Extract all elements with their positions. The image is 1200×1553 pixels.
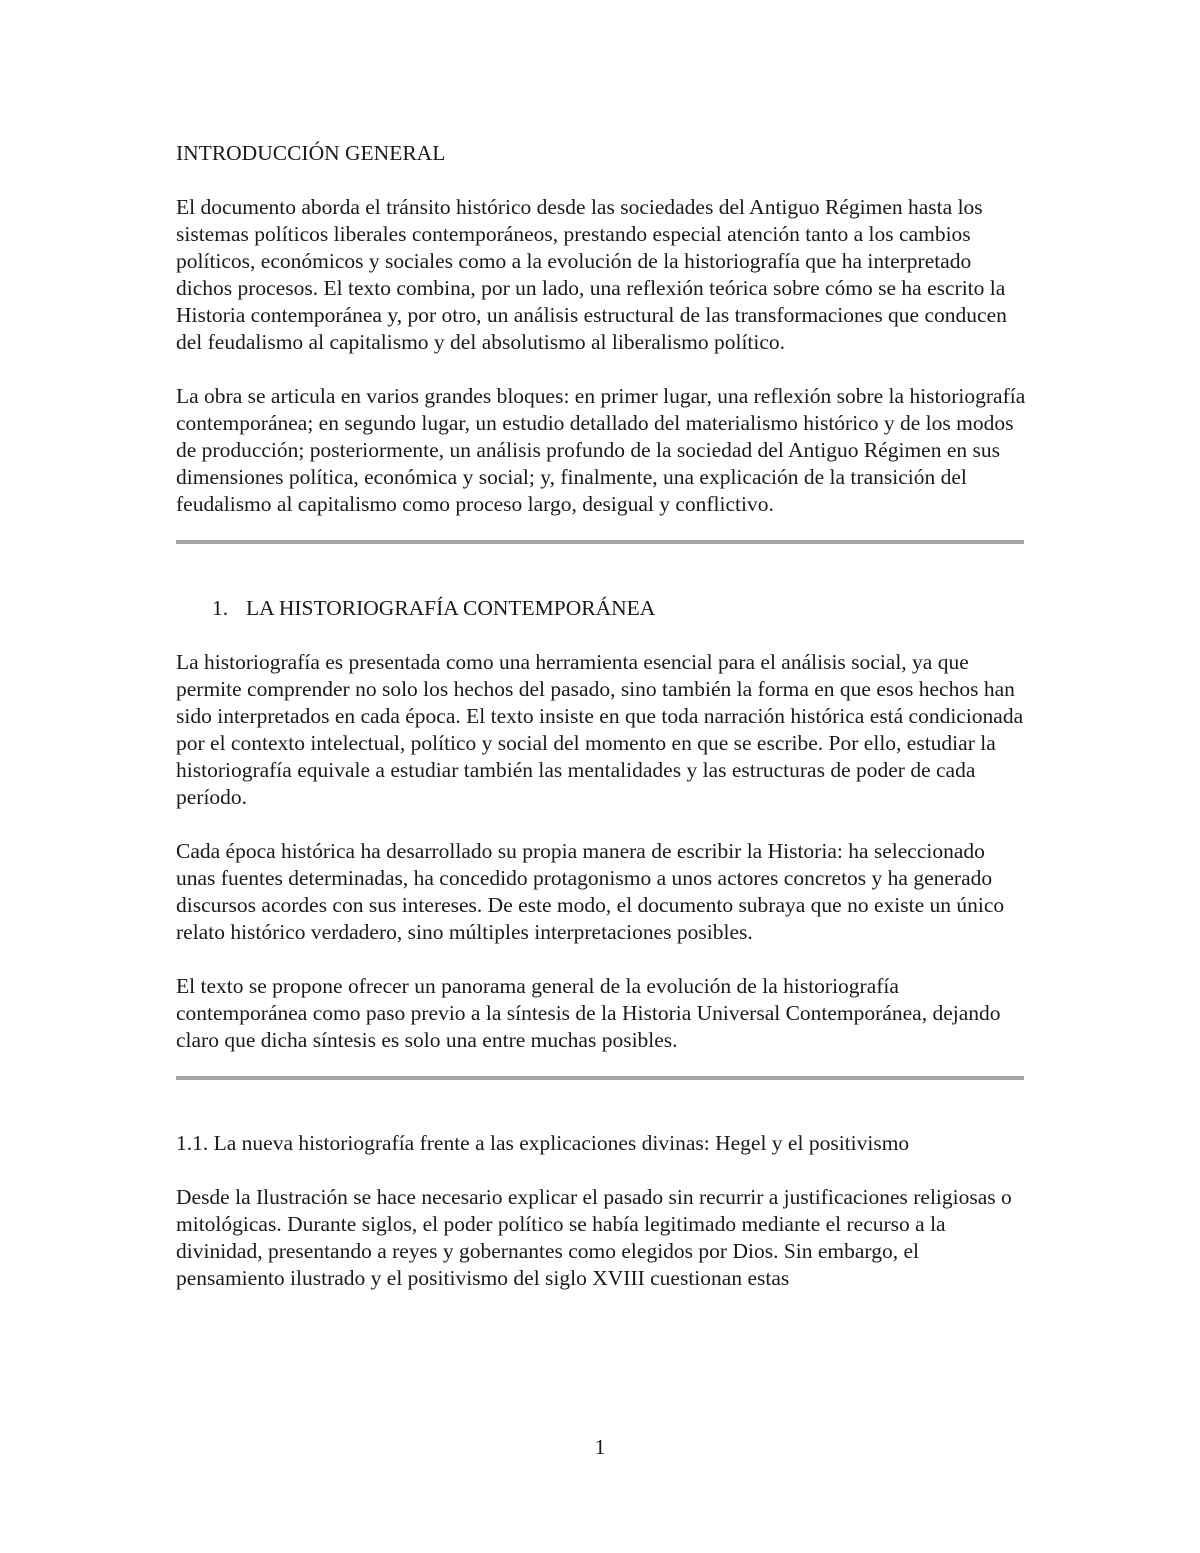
section-1-paragraph-2: Cada época histórica ha desarrollado su propia manera de escribir la Historia: ha seleccionado unas fuentes determinadas, ha concedido protagonismo a unos actores concretos y ha generado discursos acordes con sus intereses. De este modo, el documento subraya que no existe un único relato histórico verdadero, sino múltiples interpretaciones posibles.: [176, 839, 1005, 944]
section-1-title: LA HISTORIOGRAFÍA CONTEMPORÁNEA: [246, 596, 656, 620]
section-1-1-paragraph: Desde la Ilustración se hace necesario explicar el pasado sin recurrir a justificaciones religiosas o mitológicas. Durante siglos, el poder político se había legitimado mediante el recurso a la divinidad, presentando a reyes y gobernantes como elegidos por Dios. Sin embargo, el pensamiento ilustrado y el positivismo del siglo XVIII cuestionan estas: [176, 1185, 1012, 1290]
intro-paragraph-2: La obra se articula en varios grandes bloques: en primer lugar, una reflexión sobre la historiografía contemporánea; en segundo lugar, un estudio detallado del materialismo histórico y de los modos de producción; posteriormente, un análisis profundo de la sociedad del Antiguo Régimen en sus dimensiones política, económica y social; y, finalmente, una explicación de la transición del feudalismo al capitalismo como proceso largo, desigual y conflictivo.: [176, 384, 1026, 516]
intro-heading: INTRODUCCIÓN GENERAL: [176, 141, 446, 165]
document-page: [176, 140, 1026, 1292]
section-1-paragraph-3: El texto se propone ofrecer un panorama general de la evolución de la historiografía contemporánea como paso previo a la síntesis de la Historia Universal Contemporánea, dejando claro que dicha síntesis es solo una entre muchas posibles.: [176, 974, 1001, 1052]
section-1-paragraph-1: La historiografía es presentada como una herramienta esencial para el análisis social, ya que permite comprender no solo los hechos del pasado, sino también la forma en que esos hechos han sido interpretados en cada época. El texto insiste en que toda narración histórica está condicionada por el contexto intelectual, político y social del momento en que se escribe. Por ello, estudiar la historiografía equivale a estudiar también las mentalidades y las estructuras de poder de cada período.: [176, 650, 1024, 809]
section-1-1-heading: 1.1. La nueva historiografía frente a las explicaciones divinas: Hegel y el positivismo: [176, 1131, 910, 1155]
section-1-number: 1.: [212, 596, 229, 620]
section-1-heading: [176, 595, 1026, 622]
page-number: 1: [594, 1435, 606, 1459]
intro-paragraph-1: El documento aborda el tránsito histórico desde las sociedades del Antiguo Régimen hasta los sistemas políticos liberales contemporáneos, prestando especial atención tanto a los cambios políticos, económicos y sociales como a la evolución de la historiografía que ha interpretado dichos procesos. El texto combina, por un lado, una reflexión teórica sobre cómo se ha escrito la Historia contemporánea y, por otro, un análisis estructural de las transformaciones que conducen del feudalismo al capitalismo y del absolutismo al liberalismo político.: [176, 195, 1007, 354]
